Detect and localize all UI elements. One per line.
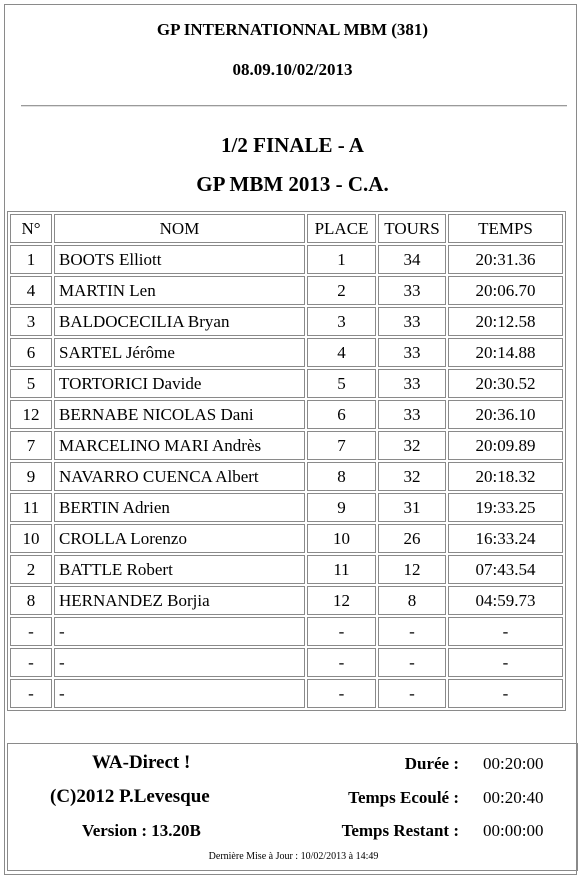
rider-time: 20:18.32 [475, 466, 536, 486]
rider-number-cell [10, 400, 52, 429]
rider-number: 10 [22, 528, 40, 548]
rider-time-cell [448, 493, 563, 522]
table-row [10, 369, 563, 398]
table-row [10, 276, 563, 305]
column-header-number: N° [10, 214, 52, 243]
rider-place-cell [307, 586, 376, 615]
rider-laps-cell [378, 431, 446, 460]
rider-number: 3 [26, 311, 36, 331]
rider-laps-cell [378, 400, 446, 429]
rider-place-cell [307, 617, 376, 646]
rider-laps-cell [378, 679, 446, 708]
rider-laps: 8 [407, 590, 417, 610]
duration-value: 00:20:00 [483, 754, 544, 773]
rider-time: 20:06.70 [475, 280, 536, 300]
table-row [10, 245, 563, 274]
rider-laps: 12 [403, 559, 421, 579]
round-title: 1/2 FINALE - A [221, 133, 364, 157]
rider-name: BOOTS Elliott [59, 249, 162, 269]
rider-place-cell [307, 431, 376, 460]
rider-time: 20:09.89 [475, 435, 536, 455]
rider-time-cell [448, 431, 563, 460]
rider-name: - [59, 683, 65, 703]
rider-number: 5 [26, 373, 36, 393]
rider-number: 9 [26, 466, 36, 486]
rider-time-cell [448, 648, 563, 677]
rider-number-cell [10, 617, 52, 646]
rider-place-cell [307, 276, 376, 305]
table-row [10, 338, 563, 367]
rider-laps-cell [378, 276, 446, 305]
rider-name: - [59, 621, 65, 641]
rider-place-cell [307, 245, 376, 274]
rider-place-cell [307, 462, 376, 491]
rider-name: MARTIN Len [59, 280, 156, 300]
column-header-place: PLACE [307, 214, 376, 243]
rider-time: 20:30.52 [475, 373, 536, 393]
rider-number-cell [10, 648, 52, 677]
last-update-text: Dernière Mise à Jour : 10/02/2013 à 14:49 [208, 851, 379, 862]
results-table [7, 211, 566, 711]
rider-time: 20:12.58 [475, 311, 536, 331]
rider-time-cell [448, 338, 563, 367]
table-row [10, 400, 563, 429]
rider-time: 20:31.36 [475, 249, 536, 269]
rider-place: 6 [337, 404, 346, 424]
version-label: Version : 13.20B [82, 821, 201, 840]
rider-time-cell [448, 524, 563, 553]
rider-name-cell [54, 648, 305, 677]
rider-laps-cell [378, 307, 446, 336]
rider-time: 07:43.54 [475, 559, 536, 579]
table-row [10, 462, 563, 491]
column-header-name: NOM [54, 214, 305, 243]
rider-place: 5 [337, 373, 346, 393]
divider [21, 105, 567, 107]
rider-name: SARTEL Jérôme [59, 342, 175, 362]
rider-place-cell [307, 648, 376, 677]
rider-laps: 33 [403, 311, 421, 331]
rider-time-cell [448, 679, 563, 708]
rider-laps: 32 [403, 466, 421, 486]
rider-name: NAVARRO CUENCA Albert [59, 466, 259, 486]
rider-laps: 34 [403, 249, 421, 269]
rider-number: 7 [26, 435, 36, 455]
rider-time-cell [448, 586, 563, 615]
rider-place-cell [307, 307, 376, 336]
rider-time: - [502, 621, 509, 641]
rider-laps: 26 [403, 528, 421, 548]
rider-place: 2 [337, 280, 346, 300]
rider-place: 4 [337, 342, 346, 362]
rider-laps-cell [378, 338, 446, 367]
rider-time-cell [448, 462, 563, 491]
table-row [10, 524, 563, 553]
table-row [10, 679, 563, 708]
table-row [10, 555, 563, 584]
rider-laps: 33 [403, 404, 421, 424]
rider-laps: 33 [403, 373, 421, 393]
rider-laps-cell [378, 245, 446, 274]
rider-laps-cell [378, 648, 446, 677]
rider-number: 11 [22, 497, 40, 517]
competition-dates: 08.09.10/02/2013 [232, 60, 353, 79]
rider-place-cell [307, 524, 376, 553]
rider-place: 9 [337, 497, 346, 517]
rider-name: MARCELINO MARI Andrès [59, 435, 262, 455]
rider-laps-cell [378, 586, 446, 615]
rider-laps-cell [378, 493, 446, 522]
rider-number: 8 [26, 590, 36, 610]
duration-label: Durée : [404, 754, 459, 773]
rider-laps: - [409, 621, 415, 641]
rider-time-cell [448, 276, 563, 305]
rider-number-cell [10, 524, 52, 553]
rider-time: - [502, 683, 509, 703]
rider-laps-cell [378, 462, 446, 491]
rider-name: CROLLA Lorenzo [59, 528, 187, 548]
rider-name-cell [54, 369, 305, 398]
rider-name: BERTIN Adrien [59, 497, 170, 517]
rider-name: BERNABE NICOLAS Dani [59, 404, 254, 424]
rider-time-cell [448, 307, 563, 336]
rider-name-cell [54, 617, 305, 646]
rider-name: BALDOCECILIA Bryan [59, 311, 230, 331]
rider-name: HERNANDEZ Borjia [59, 590, 210, 610]
rider-place-cell [307, 493, 376, 522]
rider-name-cell [54, 524, 305, 553]
rider-time-cell [448, 245, 563, 274]
rider-time-cell [448, 617, 563, 646]
rider-place: - [338, 652, 345, 672]
rider-name-cell [54, 586, 305, 615]
rider-number-cell [10, 679, 52, 708]
rider-time-cell [448, 369, 563, 398]
rider-laps: - [409, 652, 415, 672]
competition-title: GP INTERNATIONNAL MBM (381) [156, 20, 429, 39]
rider-place: 1 [337, 249, 346, 269]
rider-place-cell [307, 679, 376, 708]
rider-name-cell [54, 431, 305, 460]
rider-number-cell [10, 338, 52, 367]
rider-number: 1 [26, 249, 36, 269]
rider-number: 12 [22, 404, 40, 424]
rider-number: - [28, 683, 34, 703]
rider-number-cell [10, 586, 52, 615]
table-row [10, 617, 563, 646]
rider-name-cell [54, 493, 305, 522]
remaining-label: Temps Restant : [341, 821, 459, 840]
rider-name-cell [54, 276, 305, 305]
elapsed-value: 00:20:40 [483, 788, 544, 807]
rider-name: TORTORICI Davide [59, 373, 202, 393]
table-row [10, 648, 563, 677]
rider-laps: 33 [403, 342, 421, 362]
rider-time: 20:36.10 [475, 404, 536, 424]
rider-name-cell [54, 307, 305, 336]
rider-time: - [502, 652, 509, 672]
rider-time: 16:33.24 [475, 528, 536, 548]
rider-number: - [28, 652, 34, 672]
rider-place: - [338, 683, 345, 703]
brand-label: WA-Direct ! [92, 752, 191, 773]
rider-laps: - [409, 683, 415, 703]
rider-place-cell [307, 400, 376, 429]
copyright-label: (C)2012 P.Levesque [50, 786, 210, 807]
rider-name: BATTLE Robert [59, 559, 173, 579]
rider-number-cell [10, 307, 52, 336]
rider-time-cell [448, 400, 563, 429]
rider-laps: 33 [403, 280, 421, 300]
rider-name-cell [54, 462, 305, 491]
table-row [10, 493, 563, 522]
rider-name-cell [54, 338, 305, 367]
rider-time-cell [448, 555, 563, 584]
rider-number-cell [10, 462, 52, 491]
rider-number: 2 [26, 559, 36, 579]
rider-number-cell [10, 555, 52, 584]
rider-place: 7 [337, 435, 346, 455]
rider-number-cell [10, 276, 52, 305]
rider-time: 04:59.73 [475, 590, 536, 610]
rider-number: 4 [26, 280, 36, 300]
rider-name: - [59, 652, 65, 672]
column-header-time: TEMPS [448, 214, 563, 243]
rider-place: 11 [333, 559, 350, 579]
rider-laps-cell [378, 555, 446, 584]
rider-place: 3 [337, 311, 346, 331]
rider-place: - [338, 621, 345, 641]
rider-name-cell [54, 555, 305, 584]
rider-place-cell [307, 369, 376, 398]
rider-number-cell [10, 369, 52, 398]
rider-name-cell [54, 245, 305, 274]
rider-number-cell [10, 493, 52, 522]
rider-place-cell [307, 555, 376, 584]
rider-number: 6 [26, 342, 36, 362]
rider-laps: 31 [403, 497, 421, 517]
event-title: GP MBM 2013 - C.A. [196, 172, 389, 196]
elapsed-label: Temps Ecoulé : [348, 788, 459, 807]
rider-laps-cell [378, 524, 446, 553]
rider-number-cell [10, 431, 52, 460]
remaining-value: 00:00:00 [483, 821, 544, 840]
table-row [10, 431, 563, 460]
rider-laps-cell [378, 617, 446, 646]
column-header-laps: TOURS [378, 214, 446, 243]
rider-number-cell [10, 245, 52, 274]
rider-place: 8 [337, 466, 346, 486]
rider-name-cell [54, 400, 305, 429]
header-row [10, 214, 563, 243]
rider-place: 10 [333, 528, 350, 548]
rider-laps: 32 [403, 435, 421, 455]
rider-name-cell [54, 679, 305, 708]
table-row [10, 586, 563, 615]
rider-number: - [28, 621, 34, 641]
rider-place-cell [307, 338, 376, 367]
rider-laps-cell [378, 369, 446, 398]
rider-place: 12 [333, 590, 350, 610]
rider-time: 20:14.88 [475, 342, 536, 362]
rider-time: 19:33.25 [475, 497, 536, 517]
table-row [10, 307, 563, 336]
